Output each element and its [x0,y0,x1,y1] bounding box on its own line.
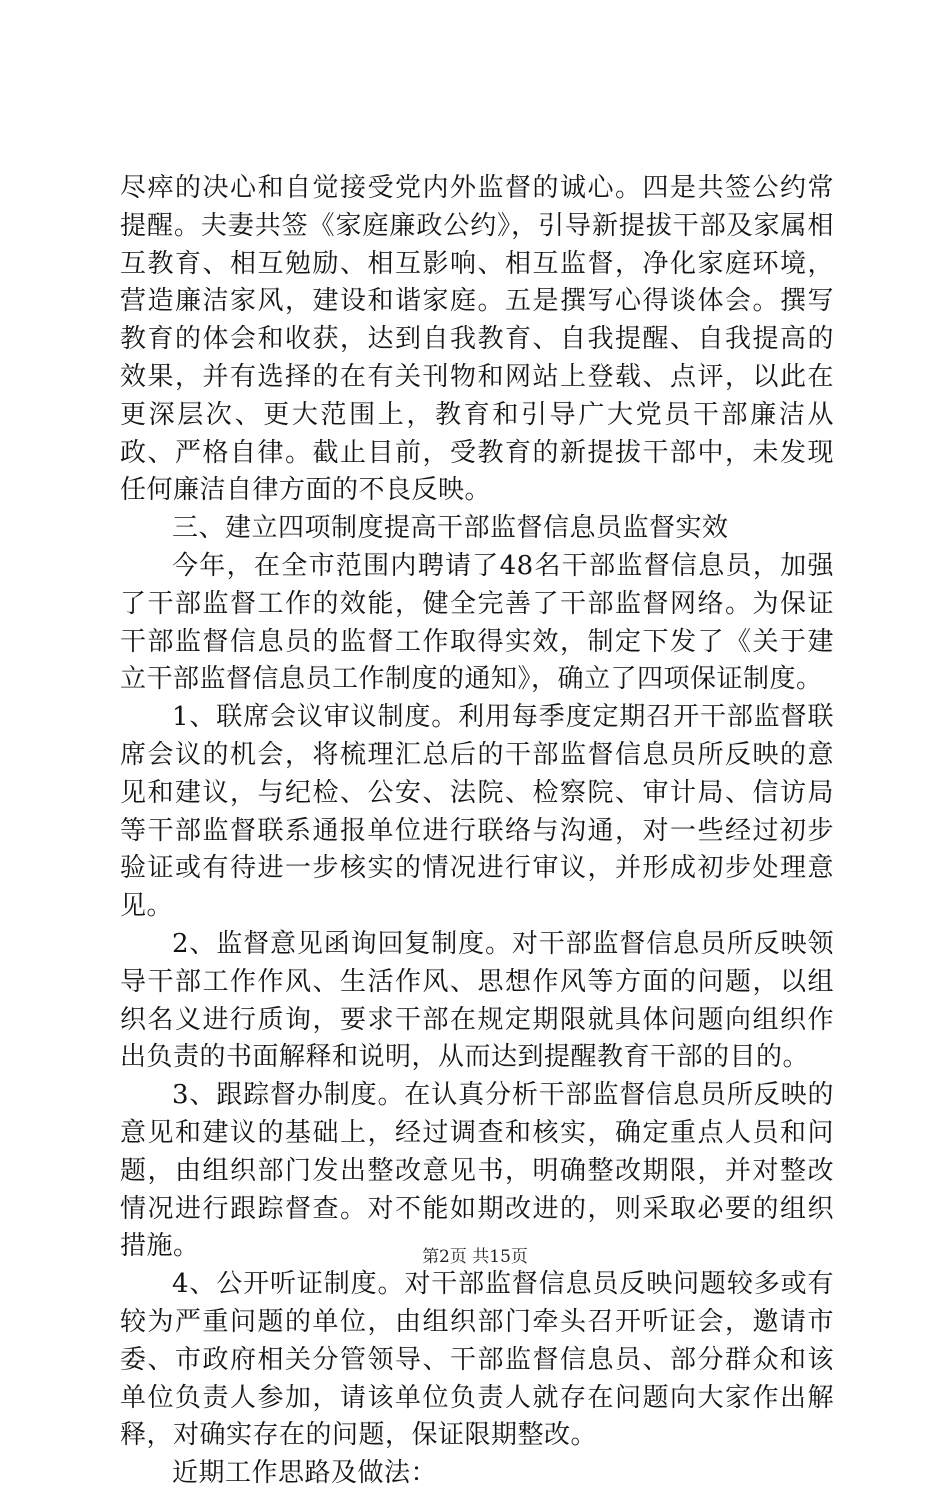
paragraph-item-2: 2、监督意见函询回复制度。对干部监督信息员所反映领导干部工作作风、生活作风、思想作风等方面的问题，以组织名义进行质询，要求干部在规定期限就具体问题向组织作出负责的书面解释和说明，从而达到提醒教育干部的目的。 [120,928,834,1073]
paragraph-item-1: 1、联席会议审议制度。利用每季度定期召开干部监督联席会议的机会，将梳理汇总后的干部监督信息员所反映的意见和建议，与纪检、公安、法院、检察院、审计局、信访局等干部监督联系通报单位进行联络与沟通，对一些经过初步验证或有待进一步核实的情况进行审议，并形成初步处理意见。 [120,702,834,922]
page-number: 第2页 共15页 [422,1247,528,1267]
paragraph-intro: 今年，在全市范围内聘请了48名干部监督信息员，加强了干部监督工作的效能，健全完善了干部监督网络。为保证干部监督信息员的监督工作取得实效，制定下发了《关于建立干部监督信息员工作制度的通知》，确立了四项保证制度。 [120,550,834,695]
paragraph-continuation: 尽瘁的决心和自觉接受党内外监督的诚心。四是共签公约常提醒。夫妻共签《家庭廉政公约》，引导新提拔干部及家属相互教育、相互勉励、相互影响、相互监督，净化家庭环境，营造廉洁家风，建设和谐家庭。五是撰写心得谈体会。撰写教育的体会和收获，达到自我教育、自我提醒、自我提高的效果，并有选择的在有关刊物和网站上登载、点评，以此在更深层次、更大范围上，教育和引导广大党员干部廉洁从政、严格自律。截止目前，受教育的新提拔干部中，未发现任何廉洁自律方面的不良反映。 [120,173,834,506]
document-body [120,170,834,1493]
section-heading: 三、建立四项制度提高干部监督信息员监督实效 [172,513,729,544]
paragraph-closing: 近期工作思路及做法： [172,1458,438,1489]
paragraph-item-3: 3、跟踪督办制度。在认真分析干部监督信息员所反映的意见和建议的基础上，经过调查和核实，确定重点人员和问题，由组织部门发出整改意见书，明确整改期限，并对整改情况进行跟踪督查。对不能如期改进的，则采取必要的组织措施。 [120,1080,834,1262]
paragraph-item-4: 4、公开听证制度。对干部监督信息员反映问题较多或有较为严重问题的单位，由组织部门牵头召开听证会，邀请市委、市政府相关分管领导、干部监督信息员、部分群众和该单位负责人参加，请该单位负责人就存在问题向大家作出解释，对确实存在的问题，保证限期整改。 [120,1269,834,1451]
